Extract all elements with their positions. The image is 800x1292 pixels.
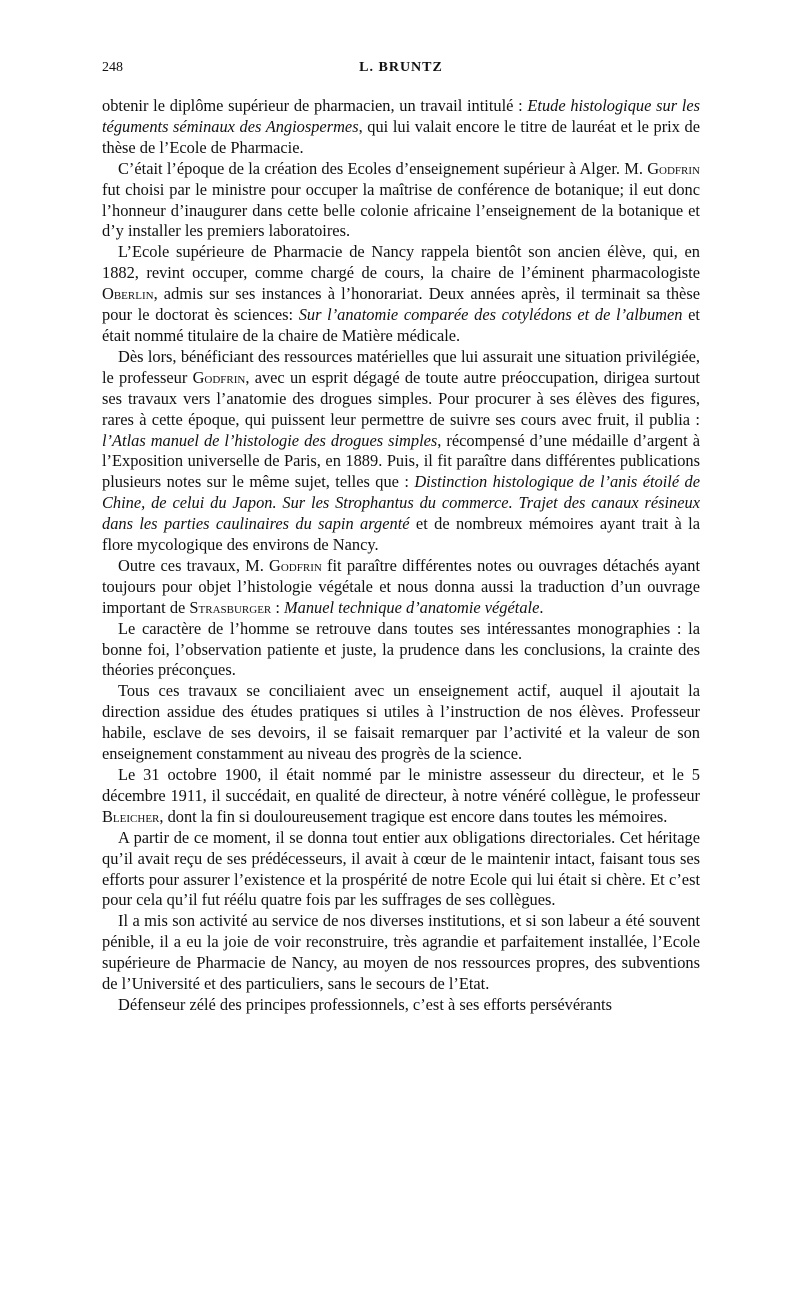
- text-run: et était nommé titulaire de la chaire de Matière médicale.: [102, 305, 700, 345]
- text-run: , qui lui valait encore le titre de lauréat et le prix de thèse de l’Ecole de Pharmacie.: [102, 116, 700, 157]
- person-name: Bleicher: [102, 806, 160, 826]
- text-run: .: [539, 597, 544, 617]
- paragraph: Le caractère de l’homme se retrouve dans toutes ses intéressantes monographies : la bonne foi, l’observation patiente et juste, la prudence dans les conclusions, la crainte des théories préconçues.: [102, 618, 700, 680]
- text-run: fit paraître différentes notes ou ouvrages détachés ayant toujours pour objet l’histologie végétale et nous donna aussi la traduction d’un ouvrage important de: [102, 555, 701, 617]
- page-number: 248: [102, 60, 123, 75]
- text-run: , dont la fin si douloureusement tragique est encore dans toutes les mémoires.: [159, 806, 668, 826]
- paragraph: [102, 556, 700, 619]
- work-title: l’Atlas manuel de l’histologie des drogues simples: [102, 430, 438, 450]
- person-name: Godfrin: [269, 555, 322, 575]
- text-run: Outre ces travaux, M.: [118, 555, 270, 575]
- work-title: Manuel technique d’anatomie végétale: [284, 597, 540, 617]
- text-run: :: [271, 597, 285, 617]
- text-run: obtenir le diplôme supérieur de pharmacien, un travail intitulé :: [102, 96, 528, 115]
- paragraph: [102, 765, 700, 828]
- text-run: et de nombreux mémoires ayant trait à la flore mycologique des environs de Nancy.: [102, 514, 700, 555]
- running-title: L. BRUNTZ: [359, 60, 443, 75]
- paragraph: Défenseur zélé des principes professionnels, c’est à ses efforts persévérants: [118, 994, 612, 1014]
- work-title: Distinction histologique de l’anis étoilé de Chine, de celui du Japon. Sur les Strophantus du commerce. Trajet des canaux résineux dans les parties caulinaires du sapin argenté: [102, 472, 700, 534]
- text-run: C’était l’époque de la création des Ecoles d’enseignement supérieur à Alger. M.: [118, 158, 648, 178]
- paragraph: [102, 242, 700, 347]
- text-run: , admis sur ses instances à l’honorariat. Deux années après, il terminait sa thèse pour le doctorat ès sciences:: [102, 284, 700, 325]
- paragraph: Il a mis son activité au service de nos diverses institutions, et si son labeur a été souvent pénible, il a eu la joie de voir reconstruire, très agrandie et parfaitement installée, l’Ecole supérieure de Pharmacie de Nancy, au moyen de nos ressources propres, des subventions de l’Université et des particuliers, sans le secours de l’Etat.: [102, 911, 700, 994]
- paragraph: [102, 347, 700, 556]
- body-text: [102, 96, 700, 1016]
- text-run: , avec un esprit dégagé de toute autre préoccupation, dirigea surtout ses travaux vers l’anatomie des drogues simples. Pour procurer à ses élèves des figures, rares à cette époque, qui puissent leur permettre de suivre ses cours avec fruit, il publia :: [102, 367, 700, 429]
- person-name: Godfrin: [647, 158, 700, 178]
- text-run: L’Ecole supérieure de Pharmacie de Nancy rappela bientôt son ancien élève, qui, en 1882, revint occuper, comme chargé de cours, la chaire de l’éminent pharmacologiste: [102, 242, 700, 283]
- text-run: , récompensé d’une médaille d’argent à l’Exposition universelle de Paris, en 1889. Puis, il fit paraître dans différentes publications plusieurs notes sur le même sujet, telles que :: [102, 430, 700, 492]
- person-name: Godfrin: [192, 367, 246, 387]
- thesis-title: Etude histologique sur les téguments séminaux des Angiospermes: [102, 96, 700, 136]
- paragraph: [102, 159, 700, 243]
- paragraph: Tous ces travaux se conciliaient avec un enseignement actif, auquel il ajoutait la direction assidue des études pratiques si utiles à l’instruction de nos élèves. Professeur habile, esclave de ses devoirs, il se faisait remarquer par l’activité et la valeur de son enseignement constamment au niveau des progrès de la science.: [102, 681, 700, 764]
- person-name: Strasburger: [189, 597, 272, 617]
- text-run: fut choisi par le ministre pour occuper la maîtrise de conférence de botanique; il eut donc l’honneur d’inaugurer dans cette belle colonie africaine l’enseignement de la botanique et d’y installer les premiers laboratoires.: [102, 179, 700, 241]
- page-header: [102, 60, 700, 76]
- work-title: Sur l’anatomie comparée des cotylédons et de l’albumen: [298, 305, 683, 325]
- paragraph: A partir de ce moment, il se donna tout entier aux obligations directoriales. Cet héritage qu’il avait reçu de ses prédécesseurs, il avait à cœur de le maintenir intact, faisant tous ses efforts pour assurer l’existence et la prospérité de notre Ecole qui lui était si chère. Et c’est pour cela qu’il fut réélu quatre fois par les suffrages de ses collègues.: [102, 827, 700, 910]
- paragraph: [102, 96, 700, 159]
- text-run: Dès lors, bénéficiant des ressources matérielles que lui assurait une situation privilégiée, le professeur: [102, 346, 700, 387]
- text-run: Le 31 octobre 1900, il était nommé par le ministre assesseur du directeur, et le 5 décembre 1911, il succédait, en qualité de directeur, à notre vénéré collègue, le professeur: [102, 765, 700, 805]
- person-name: Oberlin: [102, 284, 154, 304]
